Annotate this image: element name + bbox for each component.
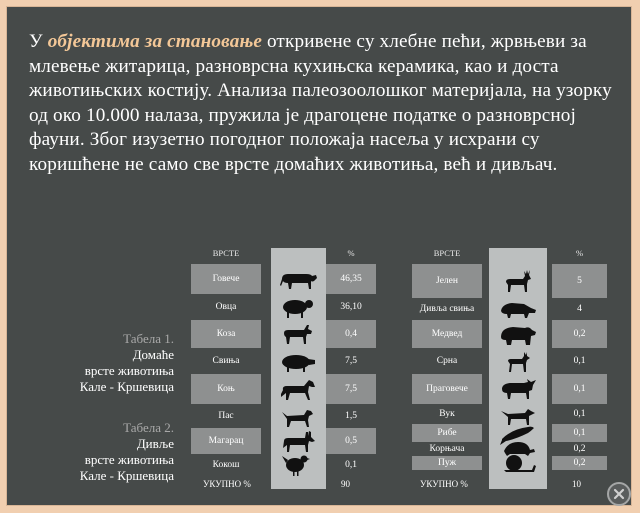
aurochs-icon	[498, 377, 538, 401]
species-percent: 0,5	[345, 436, 357, 446]
species-percent: 7,5	[345, 356, 357, 366]
table1-line2: врсте животиња	[84, 363, 174, 378]
species-name: Срна	[436, 356, 458, 366]
species-name: Вук	[439, 409, 455, 419]
species-name: Медвед	[431, 329, 463, 339]
domestic-percent-header: %	[347, 248, 355, 258]
species-percent: 0,1	[573, 409, 586, 419]
table_domestic-row	[191, 428, 376, 454]
wild-total-label: УКУПНО %	[420, 479, 468, 489]
species-percent: 0,2	[573, 329, 586, 339]
table_wild-row	[412, 298, 612, 320]
intro-paragraph	[29, 30, 629, 178]
domestic-species-header: ВРСТЕ	[212, 248, 240, 258]
table_domestic-row	[191, 374, 376, 404]
wild-species-header: ВРСТЕ	[433, 248, 461, 258]
species-name: Овца	[215, 302, 237, 312]
deer-icon	[498, 269, 538, 293]
species-percent: 0,1	[573, 384, 586, 394]
species-name: Пас	[218, 411, 234, 421]
goat-icon	[278, 322, 318, 346]
table_wild-row	[412, 320, 612, 348]
table_domestic-row	[191, 404, 376, 428]
table_domestic-row	[191, 264, 376, 294]
species-name: Јелен	[436, 276, 458, 286]
species-percent: 36,10	[340, 302, 362, 312]
species-name: Дивља свиња	[419, 304, 475, 314]
species-percent: 4	[577, 304, 582, 314]
donkey-icon	[278, 429, 318, 453]
table_domestic-row	[191, 294, 376, 320]
domestic-total-value: 90	[341, 479, 350, 489]
wild-boar-icon	[498, 297, 538, 321]
table_domestic-row	[191, 320, 376, 348]
species-percent: 1,5	[345, 411, 357, 421]
species-percent: 7,5	[345, 384, 357, 394]
species-name: Пуж	[437, 458, 457, 468]
horse-icon	[278, 377, 318, 401]
wild-total-value: 10	[572, 479, 581, 489]
intro-text: откривене су хлебне пећи, жрвњеви за млевење житарица, разноврсна кухињска керамика, као и доста животињских костију. Анализа палеозоолошког материјала, на узорку од око 10.000 налаза, пружила је драгоцене податке о разноврсној фауни. Због изузетно погодног положаја насеља у исхрани су коришћене не само све врсте домаћих животиња, већ и дивљач.	[29, 31, 612, 175]
wild-percent-header: %	[575, 248, 584, 258]
intro-prefix: У	[29, 31, 48, 52]
species-name: Коњ	[217, 384, 235, 394]
species-percent: 0,1	[573, 356, 586, 366]
species-percent: 0,4	[345, 329, 357, 339]
table2-title: Табела 2.	[123, 420, 174, 435]
species-name: Говече	[212, 274, 240, 284]
species-name: Свиња	[212, 356, 240, 366]
pig-icon	[278, 349, 318, 373]
species-percent: 46,35	[340, 274, 362, 284]
species-name: Коза	[216, 329, 236, 339]
species-name: Корњача	[429, 444, 465, 454]
species-name: Кокош	[212, 460, 240, 470]
table_wild-row	[412, 264, 612, 298]
chicken-icon	[278, 453, 318, 477]
intro-highlight: објектима за становање	[47, 31, 262, 52]
roe-deer-icon	[498, 349, 538, 373]
wild-animals-table	[412, 248, 612, 493]
table_domestic-row	[191, 454, 376, 476]
species-percent: 0,2	[573, 458, 586, 468]
table_wild-row	[412, 374, 612, 404]
species-name: Праговече	[426, 384, 468, 394]
table_wild-row	[412, 348, 612, 374]
table2-line3: Кале - Кршевица	[79, 468, 174, 483]
table1-caption	[67, 331, 174, 395]
species-percent: 0,2	[573, 444, 586, 454]
table2-line1: Дивље	[136, 436, 174, 451]
table2-line2: врсте животиња	[84, 452, 174, 467]
species-name: Магарац	[208, 436, 244, 446]
cattle-icon	[278, 267, 318, 291]
table_domestic-row	[191, 348, 376, 374]
table_wild-row	[412, 456, 612, 470]
snail-icon	[498, 451, 538, 475]
sheep-icon	[278, 295, 318, 319]
table2-caption	[67, 420, 174, 484]
bear-icon	[498, 322, 538, 346]
table1-line1: Домаће	[132, 347, 174, 362]
domestic-animals-table	[191, 248, 376, 493]
close-icon	[613, 488, 625, 500]
species-percent: 5	[577, 276, 582, 286]
species-percent: 0,1	[345, 460, 357, 470]
species-percent: 0,1	[573, 428, 586, 438]
close-button[interactable]	[607, 482, 631, 506]
species-name: Рибе	[437, 428, 457, 438]
dog-icon	[278, 404, 318, 428]
domestic-total-label: УКУПНО %	[203, 479, 251, 489]
table1-title: Табела 1.	[123, 331, 174, 346]
content-panel	[6, 6, 632, 506]
table1-line3: Кале - Кршевица	[79, 379, 174, 394]
